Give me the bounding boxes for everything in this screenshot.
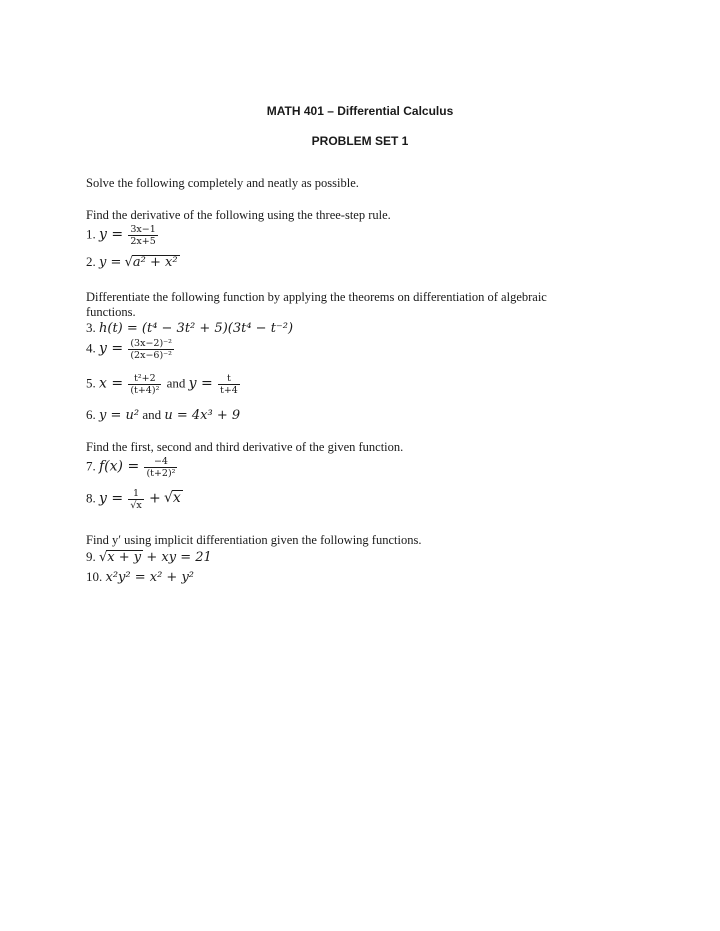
problem-9 <box>86 549 212 565</box>
fraction-denominator: (t+4)² <box>130 385 160 396</box>
radical-sign: √ <box>99 550 108 565</box>
radical-sign: √ <box>164 490 173 507</box>
section1-instruction: Find the derivative of the following using the three-step rule. <box>86 208 391 222</box>
problem-2 <box>86 254 180 270</box>
fraction <box>144 456 177 479</box>
problem-expression-1: y = u² <box>99 408 140 423</box>
problem-lhs-x: x = <box>99 375 124 392</box>
radicand: x + y <box>107 550 142 565</box>
fraction-numerator: 1 <box>128 488 143 500</box>
section3-instruction: Find the first, second and third derivative of the given function. <box>86 440 404 454</box>
problem-lhs: y = <box>99 490 124 507</box>
problem-8 <box>86 488 183 511</box>
radicand: x <box>172 490 181 507</box>
problem-expression: + xy = 21 <box>146 550 212 565</box>
problem-lhs: y = <box>99 340 124 357</box>
problem-10 <box>86 569 194 585</box>
fraction-numerator: 3x−1 <box>130 224 156 235</box>
fraction-denominator: √x <box>130 500 142 511</box>
problem-number: 5. <box>86 375 96 391</box>
fraction-numerator: −4 <box>144 456 177 468</box>
radical-sign: √ <box>124 255 133 270</box>
problem-number: 1. <box>86 226 96 242</box>
problem-number: 7. <box>86 458 96 474</box>
problem-number: 6. <box>86 407 96 422</box>
problem-number: 9. <box>86 549 96 564</box>
fraction-numerator: t <box>218 373 240 385</box>
plus-sign: + <box>149 490 161 507</box>
problem-expression-2: u = 4x³ + 9 <box>164 408 241 423</box>
fraction-denominator: (t+2)² <box>146 468 176 479</box>
fraction <box>128 338 174 361</box>
problem-number: 10. <box>86 569 103 584</box>
conjunction: and <box>142 407 162 422</box>
fraction-y <box>218 373 240 396</box>
problem-5 <box>86 373 242 396</box>
course-title: MATH 401 – Differential Calculus <box>266 104 454 118</box>
problem-4 <box>86 338 176 361</box>
section4-instruction: Find y′ using implicit differentiation given the following functions. <box>86 533 422 547</box>
problem-set-title: PROBLEM SET 1 <box>311 134 409 148</box>
problem-number: 3. <box>86 320 96 335</box>
fraction-numerator: (3x−2)⁻² <box>130 338 172 349</box>
problem-lhs: y = <box>99 255 122 270</box>
problem-number: 2. <box>86 254 96 269</box>
problem-6 <box>86 407 240 423</box>
problem-3 <box>86 320 293 336</box>
section2-instruction-line2: functions. <box>86 305 136 319</box>
problem-lhs: y = <box>99 226 124 243</box>
problem-expression: h(t) = (t⁴ − 3t² + 5)(3t⁴ − t⁻²) <box>99 321 294 336</box>
problem-number: 4. <box>86 340 96 356</box>
problem-expression: x²y² = x² + y² <box>105 570 195 585</box>
problem-lhs: f(x) = <box>99 458 140 475</box>
conjunction: and <box>166 375 186 391</box>
fraction <box>128 488 143 511</box>
fraction-numerator: t²+2 <box>128 373 161 385</box>
fraction-denominator: t+4 <box>220 385 238 396</box>
problem-lhs-y: y = <box>188 375 213 392</box>
fraction-denominator: 2x+5 <box>130 236 156 247</box>
problem-number: 8. <box>86 490 96 506</box>
fraction-x <box>128 373 161 396</box>
section2-instruction-line1: Differentiate the following function by applying the theorems on differentiation of algebraic <box>86 290 547 304</box>
problem-7 <box>86 456 179 479</box>
problem-1 <box>86 224 160 247</box>
radicand: a² + x² <box>132 255 178 270</box>
fraction <box>128 224 157 247</box>
fraction-denominator: (2x−6)⁻² <box>130 350 172 361</box>
intro-instruction: Solve the following completely and neatly as possible. <box>86 176 359 190</box>
